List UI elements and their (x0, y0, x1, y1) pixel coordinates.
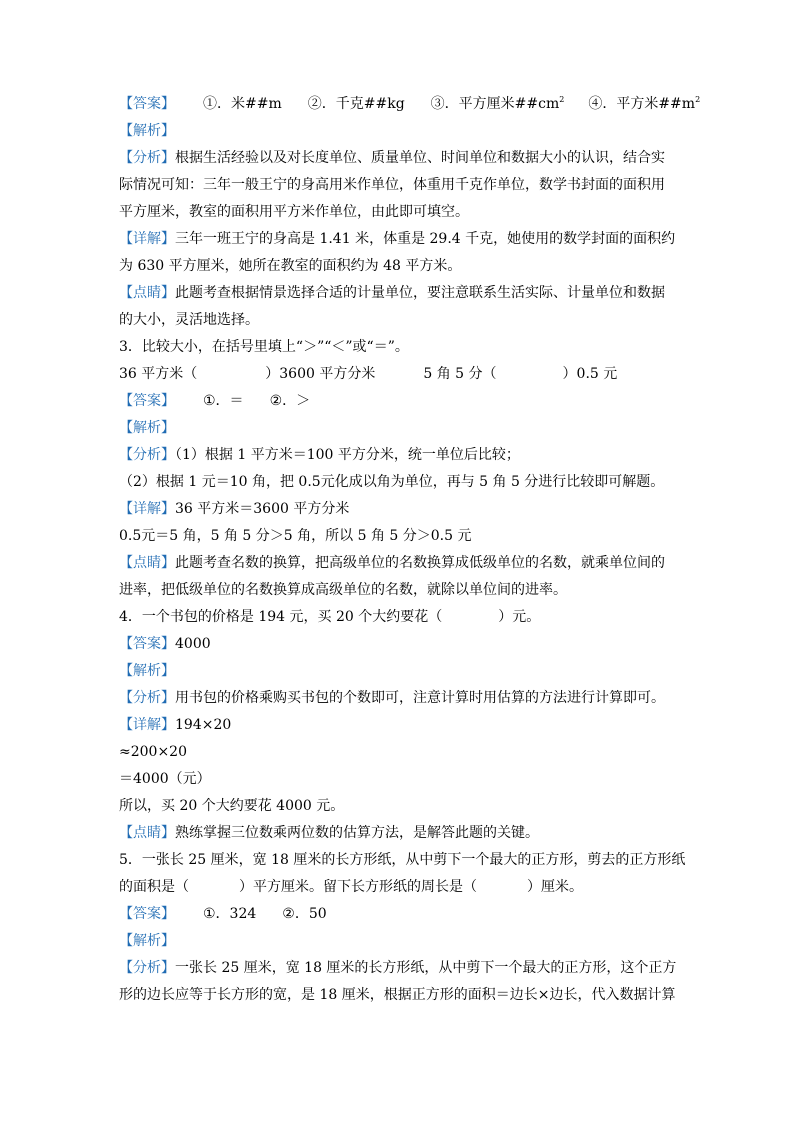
document-page (119, 91, 701, 1009)
q2-xiangjie-line-2: 为 630 平方厘米，她所在教室的面积约为 48 平方米。 (119, 258, 462, 274)
fenxi-tag: 【分析】 (119, 447, 175, 463)
q5-question-line-1: 5．一张长 25 厘米，宽 18 厘米的长方形纸，从中剪下一个最大的正方形，剪去的正方形纸 (119, 852, 686, 868)
q4-dianjing-text: 熟练掌握三位数乘两位数的估算方法，是解答此题的关键。 (175, 825, 539, 841)
q2-xiangjie-text-1: 三年一班王宁的身高是 1.41 米，体重是 29.4 千克，她使用的数学封面的面积约 (175, 231, 676, 247)
q5-jiexi-line (119, 928, 679, 955)
q3-xiangjie-line-1 (119, 496, 679, 523)
q2-fenxi-line-3: 平方厘米，教室的面积用平方米作单位，由此即可填空。 (119, 204, 469, 220)
q3-item-1-right: ）3600 平方分米 (265, 366, 376, 382)
q2-dianjing-line-1 (119, 280, 679, 307)
q4-dianjing-line (119, 820, 679, 847)
q3-fenxi-line-1 (119, 442, 679, 469)
q4-xiangjie-line-4: 所以，买 20 个大约要花 4000 元。 (119, 798, 345, 814)
dianjing-tag: 【点睛】 (119, 285, 175, 301)
dianjing-tag: 【点睛】 (119, 825, 175, 841)
q3-xiangjie-line-2: 0.5元＝5 角，5 角 5 分＞5 角，所以 5 角 5 分＞0.5 元 (119, 528, 472, 544)
q2-dianjing-line-2: 的大小，灵活地选择。 (119, 312, 259, 328)
q3-dianjing-text-1: 此题考查名数的换算，把高级单位的名数换算成低级单位的名数，就乘单位间的 (175, 555, 665, 571)
q5-answer-line (119, 901, 679, 928)
q5-fenxi-line-2: 形的边长应等于长方形的宽，是 18 厘米，根据正方形的面积＝边长×边长，代入数据计算 (119, 987, 676, 1003)
q4-xiangjie-line-1 (119, 712, 679, 739)
q4-xiangjie-line-3: ＝4000（元） (119, 771, 211, 787)
q4-question-right: ）元。 (498, 609, 541, 625)
answer-tag: 【答案】 (119, 96, 175, 112)
q2-fenxi-text-1: 根据生活经验以及对长度单位、质量单位、时间单位和数据大小的认识，结合实 (175, 150, 665, 166)
q2-answer-2: ②．千克##kg (307, 96, 405, 112)
q2-answer-line (119, 91, 701, 118)
jiexi-tag: 【解析】 (119, 663, 175, 679)
q2-answer-1: ①．米##m (203, 96, 282, 112)
q4-xiangjie-text-1: 194×20 (175, 717, 232, 733)
q5-question-part-3: ）厘米。 (527, 879, 583, 895)
fenxi-tag: 【分析】 (119, 960, 175, 976)
q4-fenxi-line (119, 685, 679, 712)
q3-fenxi-line-2: （2）根据 1 元＝10 角，把 0.5元化成以角为单位，再与 5 角 5 分进行比较即可解题。 (119, 474, 665, 490)
q3-answer-line (119, 388, 679, 415)
q5-question-part-1: 的面积是（ (119, 879, 189, 895)
q3-fenxi-text-1: （1）根据 1 平方米＝100 平方分米，统一单位后比较； (175, 447, 520, 463)
q5-question-part-2: ）平方厘米。留下长方形纸的周长是（ (239, 879, 477, 895)
q4-xiangjie-line-2: ≈200×20 (119, 744, 187, 760)
xiangjie-tag: 【详解】 (119, 231, 175, 247)
answer-tag: 【答案】 (119, 636, 175, 652)
q5-fenxi-text-1: 一张长 25 厘米，宽 18 厘米的长方形纸，从中剪下一个最大的正方形，这个正方 (175, 960, 677, 976)
q2-fenxi-line-1 (119, 145, 679, 172)
fenxi-tag: 【分析】 (119, 150, 175, 166)
dianjing-tag: 【点睛】 (119, 555, 175, 571)
jiexi-tag: 【解析】 (119, 420, 175, 436)
q2-dianjing-text-1: 此题考查根据情景选择合适的计量单位，要注意联系生活实际、计量单位和数据 (175, 285, 665, 301)
q5-answer-2: ②．50 (282, 906, 327, 922)
q3-question: 3．比较大小，在括号里填上“＞”“＜”或“＝”。 (119, 339, 409, 355)
q4-question-left: 4．一个书包的价格是 194 元，买 20 个大约要花（ (119, 609, 443, 625)
answer-tag: 【答案】 (119, 393, 175, 409)
q2-answer-3-superscript: 2 (559, 95, 565, 104)
jiexi-tag: 【解析】 (119, 933, 175, 949)
q3-item-2-right: ）0.5 元 (562, 366, 618, 382)
q2-xiangjie-line-1 (119, 226, 679, 253)
q4-jiexi-line (119, 658, 679, 685)
q2-fenxi-line-2: 际情况可知：三年一般王宁的身高用米作单位，体重用千克作单位，数学书封面的面积用 (119, 177, 665, 193)
q3-item-1-left: 36 平方米（ (119, 366, 198, 382)
q3-dianjing-line-2: 进率，把低级单位的名数换算成高级单位的名数，就除以单位间的进率。 (119, 582, 567, 598)
q3-items-line (119, 361, 679, 388)
xiangjie-tag: 【详解】 (119, 717, 175, 733)
fenxi-tag: 【分析】 (119, 690, 175, 706)
q3-jiexi-line (119, 415, 679, 442)
q4-fenxi-text: 用书包的价格乘购买书包的个数即可，注意计算时用估算的方法进行计算即可。 (175, 690, 665, 706)
q2-answer-4-superscript: 2 (695, 95, 701, 104)
q5-fenxi-line-1 (119, 955, 679, 982)
q3-answer-1: ①．＝ (203, 393, 244, 409)
q3-dianjing-line-1 (119, 550, 679, 577)
q3-item-2-left: 5 角 5 分（ (423, 366, 497, 382)
answer-tag: 【答案】 (119, 906, 175, 922)
q4-answer: 4000 (175, 636, 211, 652)
q4-answer-line (119, 631, 679, 658)
q3-xiangjie-text-1: 36 平方米＝3600 平方分米 (175, 501, 350, 517)
q2-answer-3: ③．平方厘米$\#\#cm^2$ (430, 95, 565, 112)
xiangjie-tag: 【详解】 (119, 501, 175, 517)
q4-question (119, 604, 679, 631)
q2-jiexi-line (119, 118, 679, 145)
q2-answer-4: ④．平方米$\#\#m^2$ (588, 95, 701, 112)
jiexi-tag: 【解析】 (119, 123, 175, 139)
q5-answer-1: ①．324 (203, 906, 257, 922)
q3-answer-2: ②．＞ (269, 393, 311, 409)
q5-question-line-2 (119, 874, 679, 901)
